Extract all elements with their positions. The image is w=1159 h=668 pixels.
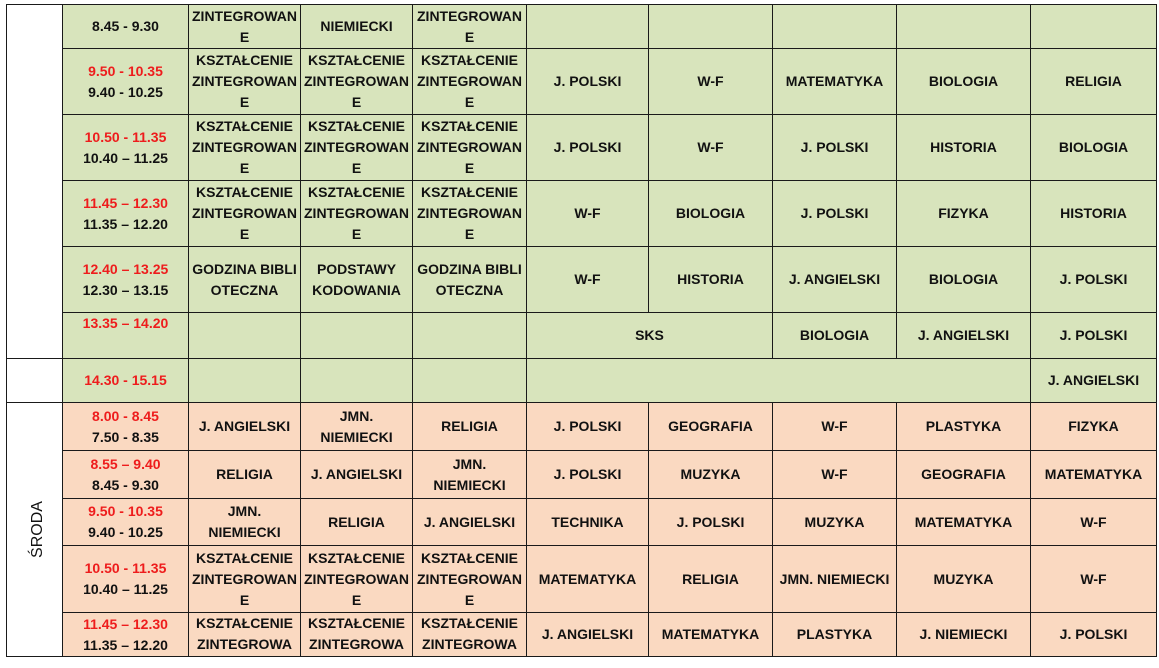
lesson-cell: KSZTAŁCENIE ZINTEGROWANE	[301, 115, 413, 181]
lesson-cell: MATEMATYKA	[527, 546, 649, 613]
lesson-cell: W-F	[1031, 499, 1157, 546]
lesson-cell: RELIGIA	[1031, 49, 1157, 115]
lesson-cell: KSZTAŁCENIE ZINTEGROWANE	[413, 115, 527, 181]
lesson-cell: J. POLSKI	[773, 115, 897, 181]
table-row	[7, 546, 1157, 613]
time-cell: 9.50 - 10.35 9.40 - 10.25	[63, 49, 189, 115]
lesson-cell	[189, 313, 301, 359]
lesson-cell: W-F	[527, 181, 649, 247]
day-label: ŚRODA	[28, 501, 46, 558]
lesson-cell: GEOGRAFIA	[897, 451, 1031, 499]
lesson-cell: J. POLSKI	[649, 499, 773, 546]
lesson-cell: BIOLOGIA	[649, 181, 773, 247]
lesson-cell: MATEMATYKA	[649, 613, 773, 657]
lesson-cell: W-F	[773, 403, 897, 451]
lesson-cell	[413, 359, 527, 403]
lesson-cell: J. POLSKI	[773, 181, 897, 247]
table-row	[7, 181, 1157, 247]
table-row	[7, 403, 1157, 451]
table-row	[7, 613, 1157, 657]
lesson-cell	[301, 313, 413, 359]
lesson-cell: J. ANGIELSKI	[527, 613, 649, 657]
lesson-cell: BIOLOGIA	[773, 313, 897, 359]
lesson-cell: MUZYKA	[773, 499, 897, 546]
lesson-cell	[773, 5, 897, 49]
lesson-cell: JMN. NIEMIECKI	[773, 546, 897, 613]
lesson-cell: J. ANGIELSKI	[897, 313, 1031, 359]
lesson-cell: J. NIEMIECKI	[897, 613, 1031, 657]
lesson-cell: J. POLSKI	[1031, 247, 1157, 313]
lesson-cell: HISTORIA	[649, 247, 773, 313]
time-cell: 11.45 – 12.30 11.35 – 12.20	[63, 181, 189, 247]
time-cell: 13.35 – 14.20	[63, 313, 189, 359]
lesson-cell: KSZTAŁCENIE ZINTEGROWA	[413, 613, 527, 657]
time-cell: 14.30 - 15.15	[63, 359, 189, 403]
lesson-cell	[189, 359, 301, 403]
lesson-cell: NIEMIECKI	[301, 5, 413, 49]
time-cell: 12.40 – 13.25 12.30 – 13.15	[63, 247, 189, 313]
lesson-cell: KSZTAŁCENIE ZINTEGROWANE	[301, 49, 413, 115]
lesson-cell: J. ANGIELSKI	[189, 403, 301, 451]
lesson-cell: W-F	[1031, 546, 1157, 613]
lesson-cell: RELIGIA	[301, 499, 413, 546]
lesson-cell: KSZTAŁCENIE ZINTEGROWA	[301, 613, 413, 657]
time-cell: 9.50 - 10.35 9.40 - 10.25	[63, 499, 189, 546]
day-cell	[7, 359, 63, 403]
lesson-cell: PLASTYKA	[897, 403, 1031, 451]
lesson-cell: KSZTAŁCENIE ZINTEGROWANE	[413, 546, 527, 613]
lesson-cell: GEOGRAFIA	[649, 403, 773, 451]
lesson-cell: J. ANGIELSKI	[1031, 359, 1157, 403]
lesson-cell: KSZTAŁCENIE ZINTEGROWANE	[189, 115, 301, 181]
lesson-cell: J. POLSKI	[1031, 613, 1157, 657]
time-cell: 8.00 - 8.45 7.50 - 8.35	[63, 403, 189, 451]
lesson-cell: RELIGIA	[189, 451, 301, 499]
lesson-cell: MUZYKA	[897, 546, 1031, 613]
lesson-cell	[1031, 5, 1157, 49]
lesson-cell	[527, 5, 649, 49]
time-cell: 8.55 – 9.40 8.45 - 9.30	[63, 451, 189, 499]
lesson-cell: KSZTAŁCENIE ZINTEGROWANE	[189, 181, 301, 247]
lesson-cell: TECHNIKA	[527, 499, 649, 546]
lesson-cell: HISTORIA	[1031, 181, 1157, 247]
lesson-cell: MATEMATYKA	[897, 499, 1031, 546]
lesson-cell: BIOLOGIA	[897, 247, 1031, 313]
lesson-cell: KSZTAŁCENIE ZINTEGROWANE	[301, 181, 413, 247]
lesson-cell: FIZYKA	[1031, 403, 1157, 451]
time-cell: 8.45 - 9.30	[63, 5, 189, 49]
table-row	[7, 115, 1157, 181]
lesson-cell	[897, 5, 1031, 49]
lesson-cell: J. POLSKI	[527, 49, 649, 115]
table-row	[7, 49, 1157, 115]
lesson-cell: W-F	[649, 115, 773, 181]
lesson-cell: J. ANGIELSKI	[773, 247, 897, 313]
table-row	[7, 5, 1157, 49]
lesson-cell: KSZTAŁCENIE ZINTEGROWANE	[189, 49, 301, 115]
lesson-cell: KSZTAŁCENIE ZINTEGROWANE	[189, 546, 301, 613]
lesson-cell: BIOLOGIA	[897, 49, 1031, 115]
time-cell: 11.45 – 12.30 11.35 – 12.20	[63, 613, 189, 657]
lesson-cell: ZINTEGROWANE	[189, 5, 301, 49]
lesson-cell: J. POLSKI	[527, 115, 649, 181]
lesson-cell: J. ANGIELSKI	[413, 499, 527, 546]
table-row	[7, 247, 1157, 313]
time-cell: 10.50 - 11.35 10.40 – 11.25	[63, 115, 189, 181]
lesson-cell: J. POLSKI	[527, 451, 649, 499]
lesson-cell: KSZTAŁCENIE ZINTEGROWA	[189, 613, 301, 657]
lesson-cell: KSZTAŁCENIE ZINTEGROWANE	[301, 546, 413, 613]
lesson-cell: JMN. NIEMIECKI	[301, 403, 413, 451]
lesson-cell: BIOLOGIA	[1031, 115, 1157, 181]
lesson-cell: RELIGIA	[413, 403, 527, 451]
lesson-cell: GODZINA BIBLIOTECZNA	[189, 247, 301, 313]
lesson-cell: JMN. NIEMIECKI	[189, 499, 301, 546]
timetable	[6, 4, 1157, 657]
day-cell	[7, 403, 63, 657]
lesson-cell	[301, 359, 413, 403]
lesson-cell: PLASTYKA	[773, 613, 897, 657]
table-row	[7, 359, 1157, 403]
lesson-cell	[527, 359, 1031, 403]
lesson-cell: RELIGIA	[649, 546, 773, 613]
lesson-cell: KSZTAŁCENIE ZINTEGROWANE	[413, 181, 527, 247]
lesson-cell	[413, 313, 527, 359]
lesson-cell: MATEMATYKA	[773, 49, 897, 115]
day-cell	[7, 5, 63, 359]
lesson-cell: GODZINA BIBLIOTECZNA	[413, 247, 527, 313]
lesson-cell: ZINTEGROWANE	[413, 5, 527, 49]
lesson-cell: W-F	[527, 247, 649, 313]
lesson-cell: JMN. NIEMIECKI	[413, 451, 527, 499]
lesson-cell: J. POLSKI	[1031, 313, 1157, 359]
lesson-cell: FIZYKA	[897, 181, 1031, 247]
sks-cell: SKS	[527, 313, 773, 359]
table-row	[7, 451, 1157, 499]
table-row	[7, 499, 1157, 546]
table-row	[7, 313, 1157, 359]
lesson-cell: HISTORIA	[897, 115, 1031, 181]
lesson-cell: J. POLSKI	[527, 403, 649, 451]
lesson-cell: J. ANGIELSKI	[301, 451, 413, 499]
lesson-cell: KSZTAŁCENIE ZINTEGROWANE	[413, 49, 527, 115]
lesson-cell: MATEMATYKA	[1031, 451, 1157, 499]
lesson-cell	[649, 5, 773, 49]
lesson-cell: W-F	[773, 451, 897, 499]
lesson-cell: PODSTAWY KODOWANIA	[301, 247, 413, 313]
time-cell: 10.50 - 11.35 10.40 – 11.25	[63, 546, 189, 613]
lesson-cell: MUZYKA	[649, 451, 773, 499]
lesson-cell: W-F	[649, 49, 773, 115]
